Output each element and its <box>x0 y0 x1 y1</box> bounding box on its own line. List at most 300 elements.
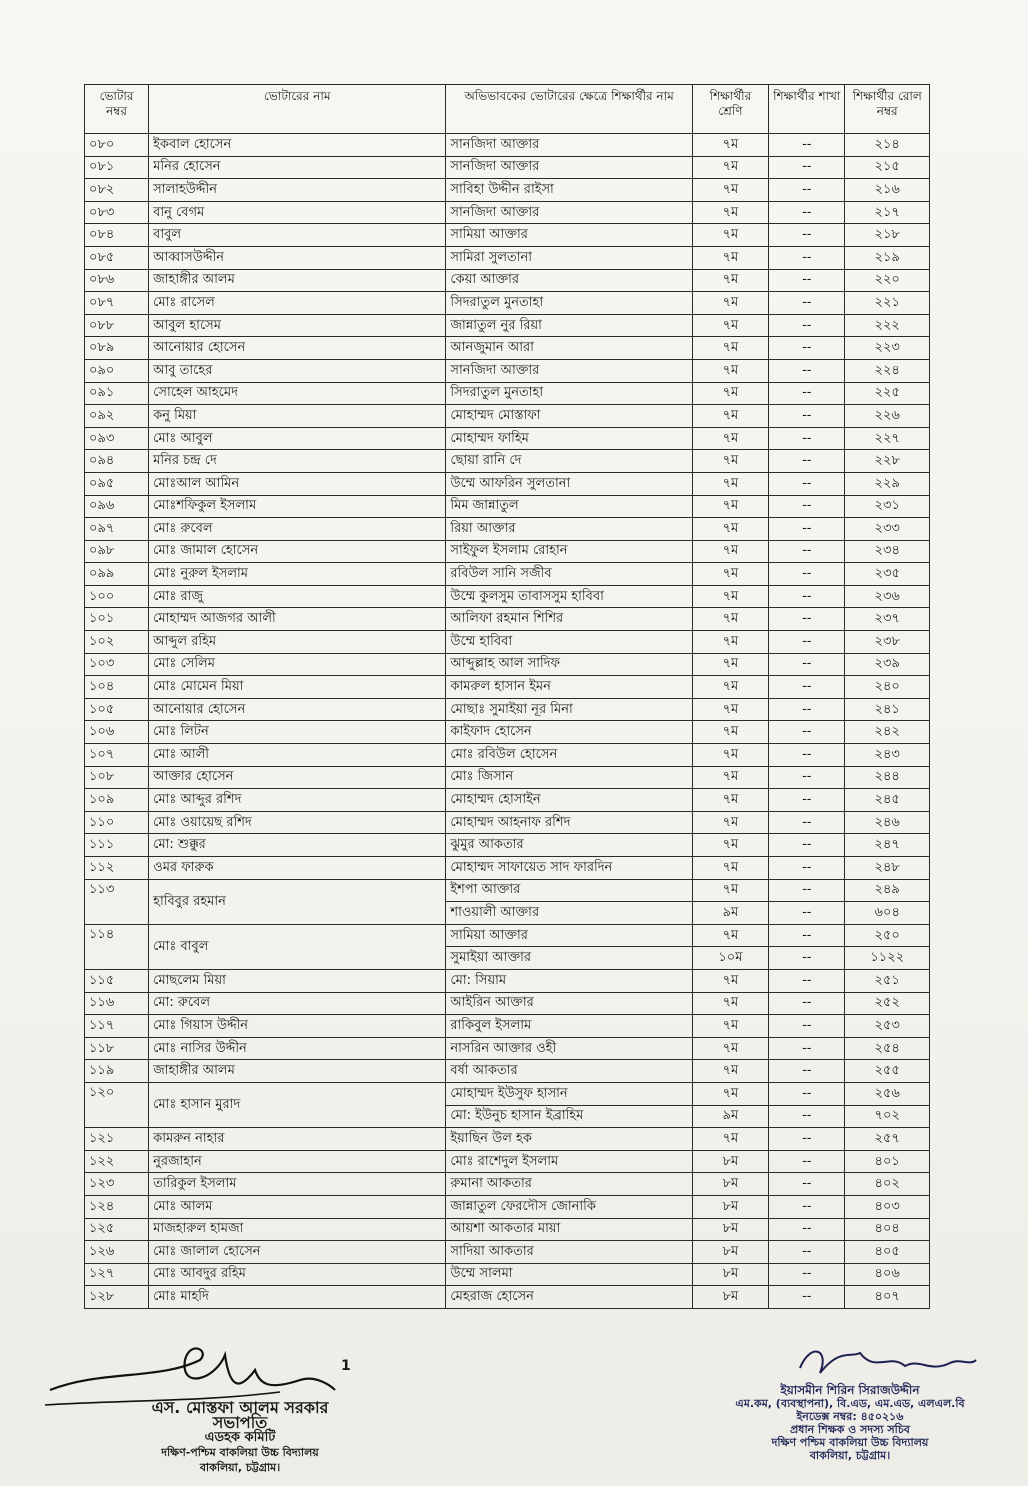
student-section: -- <box>769 518 845 541</box>
voter-name: আব্বাসউদ্দীন <box>149 246 446 269</box>
table-row <box>85 1037 930 1060</box>
table-row <box>85 1195 930 1218</box>
student-class: ৭ম <box>692 269 768 292</box>
student-roll: ৪০১ <box>845 1150 930 1173</box>
student-roll: ২১৪ <box>845 134 930 157</box>
student-name: মোহাম্মদ হোসাইন <box>446 789 692 812</box>
student-name: মোঃ রবিউল হোসেন <box>446 744 692 767</box>
voter-name: মোঃ গিয়াস উদ্দীন <box>149 1015 446 1038</box>
student-class: ৭ম <box>692 382 768 405</box>
student-roll: ২২৩ <box>845 337 930 360</box>
student-name: ইশপা আক্তার <box>446 879 692 902</box>
student-section: -- <box>769 653 845 676</box>
voter-number: ১০৮ <box>85 766 149 789</box>
student-name: সিদরাতুল মুনতাহা <box>446 292 692 315</box>
student-class: ৭ম <box>692 246 768 269</box>
table-row <box>85 224 930 247</box>
student-class: ৭ম <box>692 834 768 857</box>
student-section: -- <box>769 292 845 315</box>
voter-number: ০৮৮ <box>85 314 149 337</box>
student-class: ৭ম <box>692 450 768 473</box>
student-name: রবিউল সানি সজীব <box>446 563 692 586</box>
student-name: সাইফুল ইসলাম রোহান <box>446 540 692 563</box>
voter-number: ০৯০ <box>85 359 149 382</box>
voter-number: ১১৪ <box>85 924 149 969</box>
student-section: -- <box>769 427 845 450</box>
voter-name: মোহাম্মদ আজগর আলী <box>149 608 446 631</box>
student-section: -- <box>769 179 845 202</box>
voter-name: মোছলেম মিয়া <box>149 969 446 992</box>
voter-number: ০৯৬ <box>85 495 149 518</box>
voter-name: মোঃ আবুল <box>149 427 446 450</box>
table-row <box>85 1128 930 1151</box>
student-roll: ২২৬ <box>845 405 930 428</box>
student-section: -- <box>769 766 845 789</box>
student-roll: ২৪৫ <box>845 789 930 812</box>
voter-name: মোঃ রাজু <box>149 585 446 608</box>
student-section: -- <box>769 1173 845 1196</box>
student-class: ৭ম <box>692 1082 768 1105</box>
student-class: ৯ম <box>692 1105 768 1128</box>
student-class: ৭ম <box>692 585 768 608</box>
student-name: আয়শা আকতার মায়া <box>446 1218 692 1241</box>
student-class: ৭ম <box>692 789 768 812</box>
table-row <box>85 1150 930 1173</box>
voter-number: ০৯২ <box>85 405 149 428</box>
voter-name: মোঃ আবদুর রহিম <box>149 1263 446 1286</box>
student-section: -- <box>769 1195 845 1218</box>
student-roll: ২১৯ <box>845 246 930 269</box>
voter-name: মোঃ বাবুল <box>149 924 446 969</box>
student-name: উম্মে কুলসুম তাবাসসুম হাবিবা <box>446 585 692 608</box>
student-section: -- <box>769 405 845 428</box>
student-name: সামিরা সুলতানা <box>446 246 692 269</box>
voter-name: মোঃ রাসেল <box>149 292 446 315</box>
table-row <box>85 1082 930 1105</box>
voter-name: ইকবাল হোসেন <box>149 134 446 157</box>
table-row <box>85 292 930 315</box>
voter-name: মোঃ লিটন <box>149 721 446 744</box>
header-voter-name: ভোটারের নাম <box>149 85 446 134</box>
student-roll: ২৫৫ <box>845 1060 930 1083</box>
student-class: ৭ম <box>692 766 768 789</box>
student-name: সুমাইয়া আক্তার <box>446 947 692 970</box>
voter-number: ১২৮ <box>85 1286 149 1309</box>
student-name: ইয়াছিন উল হক <box>446 1128 692 1151</box>
student-roll: ৬০৪ <box>845 902 930 925</box>
voter-number: ০৯৩ <box>85 427 149 450</box>
voter-number: ০৮৭ <box>85 292 149 315</box>
student-roll: ২২৭ <box>845 427 930 450</box>
student-roll: ২১৬ <box>845 179 930 202</box>
voter-number: ১০০ <box>85 585 149 608</box>
student-class: ৭ম <box>692 134 768 157</box>
voter-name: সোহেল আহমেদ <box>149 382 446 405</box>
voter-number: ১০৬ <box>85 721 149 744</box>
header-student-class: শিক্ষার্থীর শ্রেণি <box>692 85 768 134</box>
student-name: শাওয়ালী আক্তার <box>446 902 692 925</box>
student-class: ৭ম <box>692 879 768 902</box>
student-name: সানজিদা আক্তার <box>446 156 692 179</box>
table-row <box>85 744 930 767</box>
voter-number: ১১৬ <box>85 992 149 1015</box>
student-class: ৭ম <box>692 1037 768 1060</box>
voter-name: আবু তাহের <box>149 359 446 382</box>
student-name: মোঃ রাশেদুল ইসলাম <box>446 1150 692 1173</box>
table-row <box>85 1241 930 1264</box>
student-roll: ২৫৭ <box>845 1128 930 1151</box>
student-roll: ২৪২ <box>845 721 930 744</box>
table-row <box>85 1218 930 1241</box>
student-class: ৮ম <box>692 1150 768 1173</box>
student-name: মোছাঃ সুমাইয়া নূর মিনা <box>446 698 692 721</box>
student-section: -- <box>769 1218 845 1241</box>
student-section: -- <box>769 134 845 157</box>
student-section: -- <box>769 224 845 247</box>
student-name: মোহাম্মদ আহনাফ রশিদ <box>446 811 692 834</box>
table-header-row <box>85 85 930 134</box>
table-row <box>85 450 930 473</box>
voter-number: ০৯৫ <box>85 472 149 495</box>
voter-name: মনির হোসেন <box>149 156 446 179</box>
student-class: ৮ম <box>692 1195 768 1218</box>
table-row <box>85 721 930 744</box>
student-class: ৭ম <box>692 608 768 631</box>
table-row <box>85 518 930 541</box>
voter-name: মোঃ ওয়ায়েছ রশিদ <box>149 811 446 834</box>
student-name: উম্মে সালমা <box>446 1263 692 1286</box>
voter-name: মোঃ আলম <box>149 1195 446 1218</box>
student-roll: ২৩৪ <box>845 540 930 563</box>
table-row <box>85 201 930 224</box>
student-roll: ৪০২ <box>845 1173 930 1196</box>
voter-number: ০৯৮ <box>85 540 149 563</box>
student-class: ৭ম <box>692 337 768 360</box>
voter-number: ১১২ <box>85 857 149 880</box>
table-row <box>85 766 930 789</box>
student-roll: ২৪০ <box>845 676 930 699</box>
headmaster-name: ইয়াসমীন শিরিন সিরাজউদ্দীন <box>780 1383 920 1397</box>
voter-number: ১১১ <box>85 834 149 857</box>
student-name: রুমানা আকতার <box>446 1173 692 1196</box>
student-name: উম্মে হাবিবা <box>446 631 692 654</box>
voter-name: মোঃ মাহদি <box>149 1286 446 1309</box>
voter-name: মোঃ জামাল হোসেন <box>149 540 446 563</box>
voter-number: ১০২ <box>85 631 149 654</box>
student-roll: ২৪৬ <box>845 811 930 834</box>
voter-number: ০৮৪ <box>85 224 149 247</box>
student-section: -- <box>769 924 845 947</box>
voter-number: ১০৩ <box>85 653 149 676</box>
student-class: ৭ম <box>692 314 768 337</box>
student-section: -- <box>769 1128 845 1151</box>
voter-number: ১১০ <box>85 811 149 834</box>
student-roll: ২১৭ <box>845 201 930 224</box>
table-body <box>85 134 930 1309</box>
student-class: ৭ম <box>692 631 768 654</box>
voter-number: ০৮৬ <box>85 269 149 292</box>
voter-number: ০৮৩ <box>85 201 149 224</box>
student-section: -- <box>769 450 845 473</box>
student-class: ১০ম <box>692 947 768 970</box>
table-row <box>85 179 930 202</box>
student-name: জান্নাতুল নুর রিয়া <box>446 314 692 337</box>
student-name: উম্মে আফরিন সুলতানা <box>446 472 692 495</box>
student-section: -- <box>769 201 845 224</box>
voter-number: ০৮০ <box>85 134 149 157</box>
voter-number: ১২৭ <box>85 1263 149 1286</box>
student-roll: ২৪৩ <box>845 744 930 767</box>
committee-name: এডহক কমিটি <box>204 1430 276 1445</box>
voter-name: তারিকুল ইসলাম <box>149 1173 446 1196</box>
student-section: -- <box>769 631 845 654</box>
student-roll: ২৩৯ <box>845 653 930 676</box>
headmaster-address: বাকলিয়া, চট্টগ্রাম। <box>809 1449 891 1462</box>
student-roll: ২৫২ <box>845 992 930 1015</box>
student-name: আইরিন আক্তার <box>446 992 692 1015</box>
student-roll: ৪০৫ <box>845 1241 930 1264</box>
student-class: ৭ম <box>692 721 768 744</box>
student-section: -- <box>769 969 845 992</box>
voter-name: হাবিবুর রহমান <box>149 879 446 924</box>
student-name: সানজিদা আক্তার <box>446 359 692 382</box>
table-row <box>85 811 930 834</box>
voter-name: বাবুল <box>149 224 446 247</box>
student-name: মোহাম্মদ ফাহিম <box>446 427 692 450</box>
voter-number: ১২২ <box>85 1150 149 1173</box>
student-class: ৭ম <box>692 924 768 947</box>
student-roll: ২২৮ <box>845 450 930 473</box>
student-name: ঝুমুর আকতার <box>446 834 692 857</box>
student-section: -- <box>769 1263 845 1286</box>
table-row <box>85 631 930 654</box>
student-name: সামিয়া আক্তার <box>446 924 692 947</box>
voter-name: আক্তার হোসেন <box>149 766 446 789</box>
voter-name: বানু বেগম <box>149 201 446 224</box>
school-address: বাকলিয়া, চট্টগ্রাম। <box>199 1461 281 1474</box>
student-section: -- <box>769 608 845 631</box>
student-class: ৭ম <box>692 201 768 224</box>
student-name: মিম জান্নাতুল <box>446 495 692 518</box>
table-row <box>85 1286 930 1309</box>
student-class: ৭ম <box>692 179 768 202</box>
student-name: ছোয়া রানি দে <box>446 450 692 473</box>
student-section: -- <box>769 495 845 518</box>
headmaster-index: ইনডেক্স নম্বর: ৪৫০২১৬ <box>796 1410 904 1423</box>
student-name: মেহরাজ হোসেন <box>446 1286 692 1309</box>
student-roll: ২৫১ <box>845 969 930 992</box>
voter-number: ০৮৫ <box>85 246 149 269</box>
signatory-title: সভাপতি <box>212 1413 268 1432</box>
table-row <box>85 789 930 812</box>
student-roll: ২৩৭ <box>845 608 930 631</box>
student-name: মো: ইউনুচ হাসান ইব্রাহিম <box>446 1105 692 1128</box>
voter-number: ০৯৯ <box>85 563 149 586</box>
voter-name: মাজহারুল হামজা <box>149 1218 446 1241</box>
student-roll: ২৩১ <box>845 495 930 518</box>
voter-number: ১১৫ <box>85 969 149 992</box>
voter-name: মোঃ আলী <box>149 744 446 767</box>
voter-number: ০৮৯ <box>85 337 149 360</box>
student-section: -- <box>769 540 845 563</box>
voter-number: ১১৮ <box>85 1037 149 1060</box>
student-class: ৭ম <box>692 992 768 1015</box>
student-class: ৭ম <box>692 1060 768 1083</box>
student-roll: ২২১ <box>845 292 930 315</box>
student-section: -- <box>769 811 845 834</box>
voter-number: ০৯৪ <box>85 450 149 473</box>
student-roll: ২২৯ <box>845 472 930 495</box>
student-name: রিয়া আক্তার <box>446 518 692 541</box>
voter-name: মোঃআল আমিন <box>149 472 446 495</box>
student-roll: ৪০৪ <box>845 1218 930 1241</box>
student-class: ৭ম <box>692 156 768 179</box>
voter-number: ০৯৭ <box>85 518 149 541</box>
student-roll: ২৪৪ <box>845 766 930 789</box>
table-row <box>85 405 930 428</box>
student-class: ৭ম <box>692 857 768 880</box>
student-class: ৭ম <box>692 969 768 992</box>
student-roll: ১১২২ <box>845 947 930 970</box>
voter-name: মনির চন্দ্র দে <box>149 450 446 473</box>
table-row <box>85 857 930 880</box>
page-number: 1 <box>341 1358 351 1374</box>
student-class: ৭ম <box>692 472 768 495</box>
student-section: -- <box>769 698 845 721</box>
header-student-name: অভিভাবকের ভোটারের ক্ষেত্রে শিক্ষার্থীর নাম <box>446 85 692 134</box>
student-roll: ২৪১ <box>845 698 930 721</box>
student-class: ৮ম <box>692 1241 768 1264</box>
student-name: জান্নাতুল ফেরদৌস জোনাকি <box>446 1195 692 1218</box>
table-row <box>85 427 930 450</box>
student-roll: ২৩৬ <box>845 585 930 608</box>
voter-number: ১১৯ <box>85 1060 149 1083</box>
student-class: ৭ম <box>692 405 768 428</box>
student-roll: ৪০৩ <box>845 1195 930 1218</box>
student-roll: ২৫৪ <box>845 1037 930 1060</box>
student-name: মোহাম্মদ ইউসুফ হাসান <box>446 1082 692 1105</box>
student-class: ৭ম <box>692 676 768 699</box>
student-name: কেয়া আক্তার <box>446 269 692 292</box>
voter-name: আব্দুল রহিম <box>149 631 446 654</box>
student-section: -- <box>769 879 845 902</box>
student-name: নাসরিন আক্তার ওহী <box>446 1037 692 1060</box>
student-name: সামিয়া আক্তার <box>446 224 692 247</box>
student-roll: ৪০৬ <box>845 1263 930 1286</box>
voter-number: ০৮১ <box>85 156 149 179</box>
table-row <box>85 924 930 947</box>
student-class: ৯ম <box>692 902 768 925</box>
student-class: ৭ম <box>692 224 768 247</box>
signature-block-headmaster <box>730 1384 970 1462</box>
student-name: সানজিদা আক্তার <box>446 134 692 157</box>
student-name: সাবিহা উদ্দীন রাইসা <box>446 179 692 202</box>
student-roll: ২৩৮ <box>845 631 930 654</box>
student-name: সিদরাতুল মুনতাহা <box>446 382 692 405</box>
table-row <box>85 698 930 721</box>
voter-name: আবুল হাসেম <box>149 314 446 337</box>
student-name: রাকিবুল ইসলাম <box>446 1015 692 1038</box>
student-roll: ২১৫ <box>845 156 930 179</box>
student-class: ৭ম <box>692 1128 768 1151</box>
student-class: ৭ম <box>692 518 768 541</box>
table-row <box>85 608 930 631</box>
voter-name: মোঃ নাসির উদ্দীন <box>149 1037 446 1060</box>
voter-list-table <box>84 84 930 1309</box>
student-class: ৭ম <box>692 292 768 315</box>
student-section: -- <box>769 382 845 405</box>
student-name: আনজুমান আরা <box>446 337 692 360</box>
signature-scribble-right <box>780 1338 980 1388</box>
header-voter-number: ভোটার নম্বর <box>85 85 149 134</box>
voter-name: মোঃ রুবেল <box>149 518 446 541</box>
voter-name: কনু মিয়া <box>149 405 446 428</box>
headmaster-degrees: এম.কম, (ব্যবস্থাপনা), বি.এড, এম.এড, এলএল.বি <box>735 1397 965 1410</box>
student-name: মোহাম্মদ মোস্তাফা <box>446 405 692 428</box>
student-section: -- <box>769 1105 845 1128</box>
student-section: -- <box>769 337 845 360</box>
student-section: -- <box>769 359 845 382</box>
student-name: মোঃ জিসান <box>446 766 692 789</box>
student-section: -- <box>769 1286 845 1309</box>
voter-number: ১০৭ <box>85 744 149 767</box>
student-class: ৭ম <box>692 495 768 518</box>
student-roll: ২২৫ <box>845 382 930 405</box>
voter-name: মো: শুক্কুর <box>149 834 446 857</box>
voter-name: নুরজাহান <box>149 1150 446 1173</box>
student-name: সানজিদা আক্তার <box>446 201 692 224</box>
voter-name: আনোয়ার হোসেন <box>149 337 446 360</box>
student-section: -- <box>769 1037 845 1060</box>
student-class: ৭ম <box>692 540 768 563</box>
voter-number: ১২৩ <box>85 1173 149 1196</box>
table-row <box>85 246 930 269</box>
voter-number: ১২৫ <box>85 1218 149 1241</box>
student-section: -- <box>769 834 845 857</box>
student-roll: ২৩৩ <box>845 518 930 541</box>
signature-block-president <box>90 1400 390 1475</box>
voter-name: মো: রুবেল <box>149 992 446 1015</box>
student-class: ৭ম <box>692 653 768 676</box>
table-row <box>85 676 930 699</box>
student-section: -- <box>769 1150 845 1173</box>
student-section: -- <box>769 314 845 337</box>
table-row <box>85 337 930 360</box>
voter-name: মোঃশফিকুল ইসলাম <box>149 495 446 518</box>
voter-name: ওমর ফারুক <box>149 857 446 880</box>
voter-number: ১০১ <box>85 608 149 631</box>
voter-number: ১২১ <box>85 1128 149 1151</box>
voter-number: ০৮২ <box>85 179 149 202</box>
student-section: -- <box>769 744 845 767</box>
student-name: আলিফা রহমান শিশির <box>446 608 692 631</box>
table-row <box>85 472 930 495</box>
student-name: কাইফাদ হোসেন <box>446 721 692 744</box>
voter-name: মোঃ আব্দুর রশিদ <box>149 789 446 812</box>
student-section: -- <box>769 721 845 744</box>
student-name: সাদিয়া আকতার <box>446 1241 692 1264</box>
voter-name: সালাহউদ্দীন <box>149 179 446 202</box>
student-section: -- <box>769 992 845 1015</box>
header-student-section: শিক্ষার্থীর শাখা <box>769 85 845 134</box>
table-row <box>85 156 930 179</box>
student-roll: ২৪৯ <box>845 879 930 902</box>
voter-name: কামরুন নাহার <box>149 1128 446 1151</box>
voter-number: ০৯১ <box>85 382 149 405</box>
student-class: ৮ম <box>692 1218 768 1241</box>
table-row <box>85 540 930 563</box>
student-name: মো: সিয়াম <box>446 969 692 992</box>
